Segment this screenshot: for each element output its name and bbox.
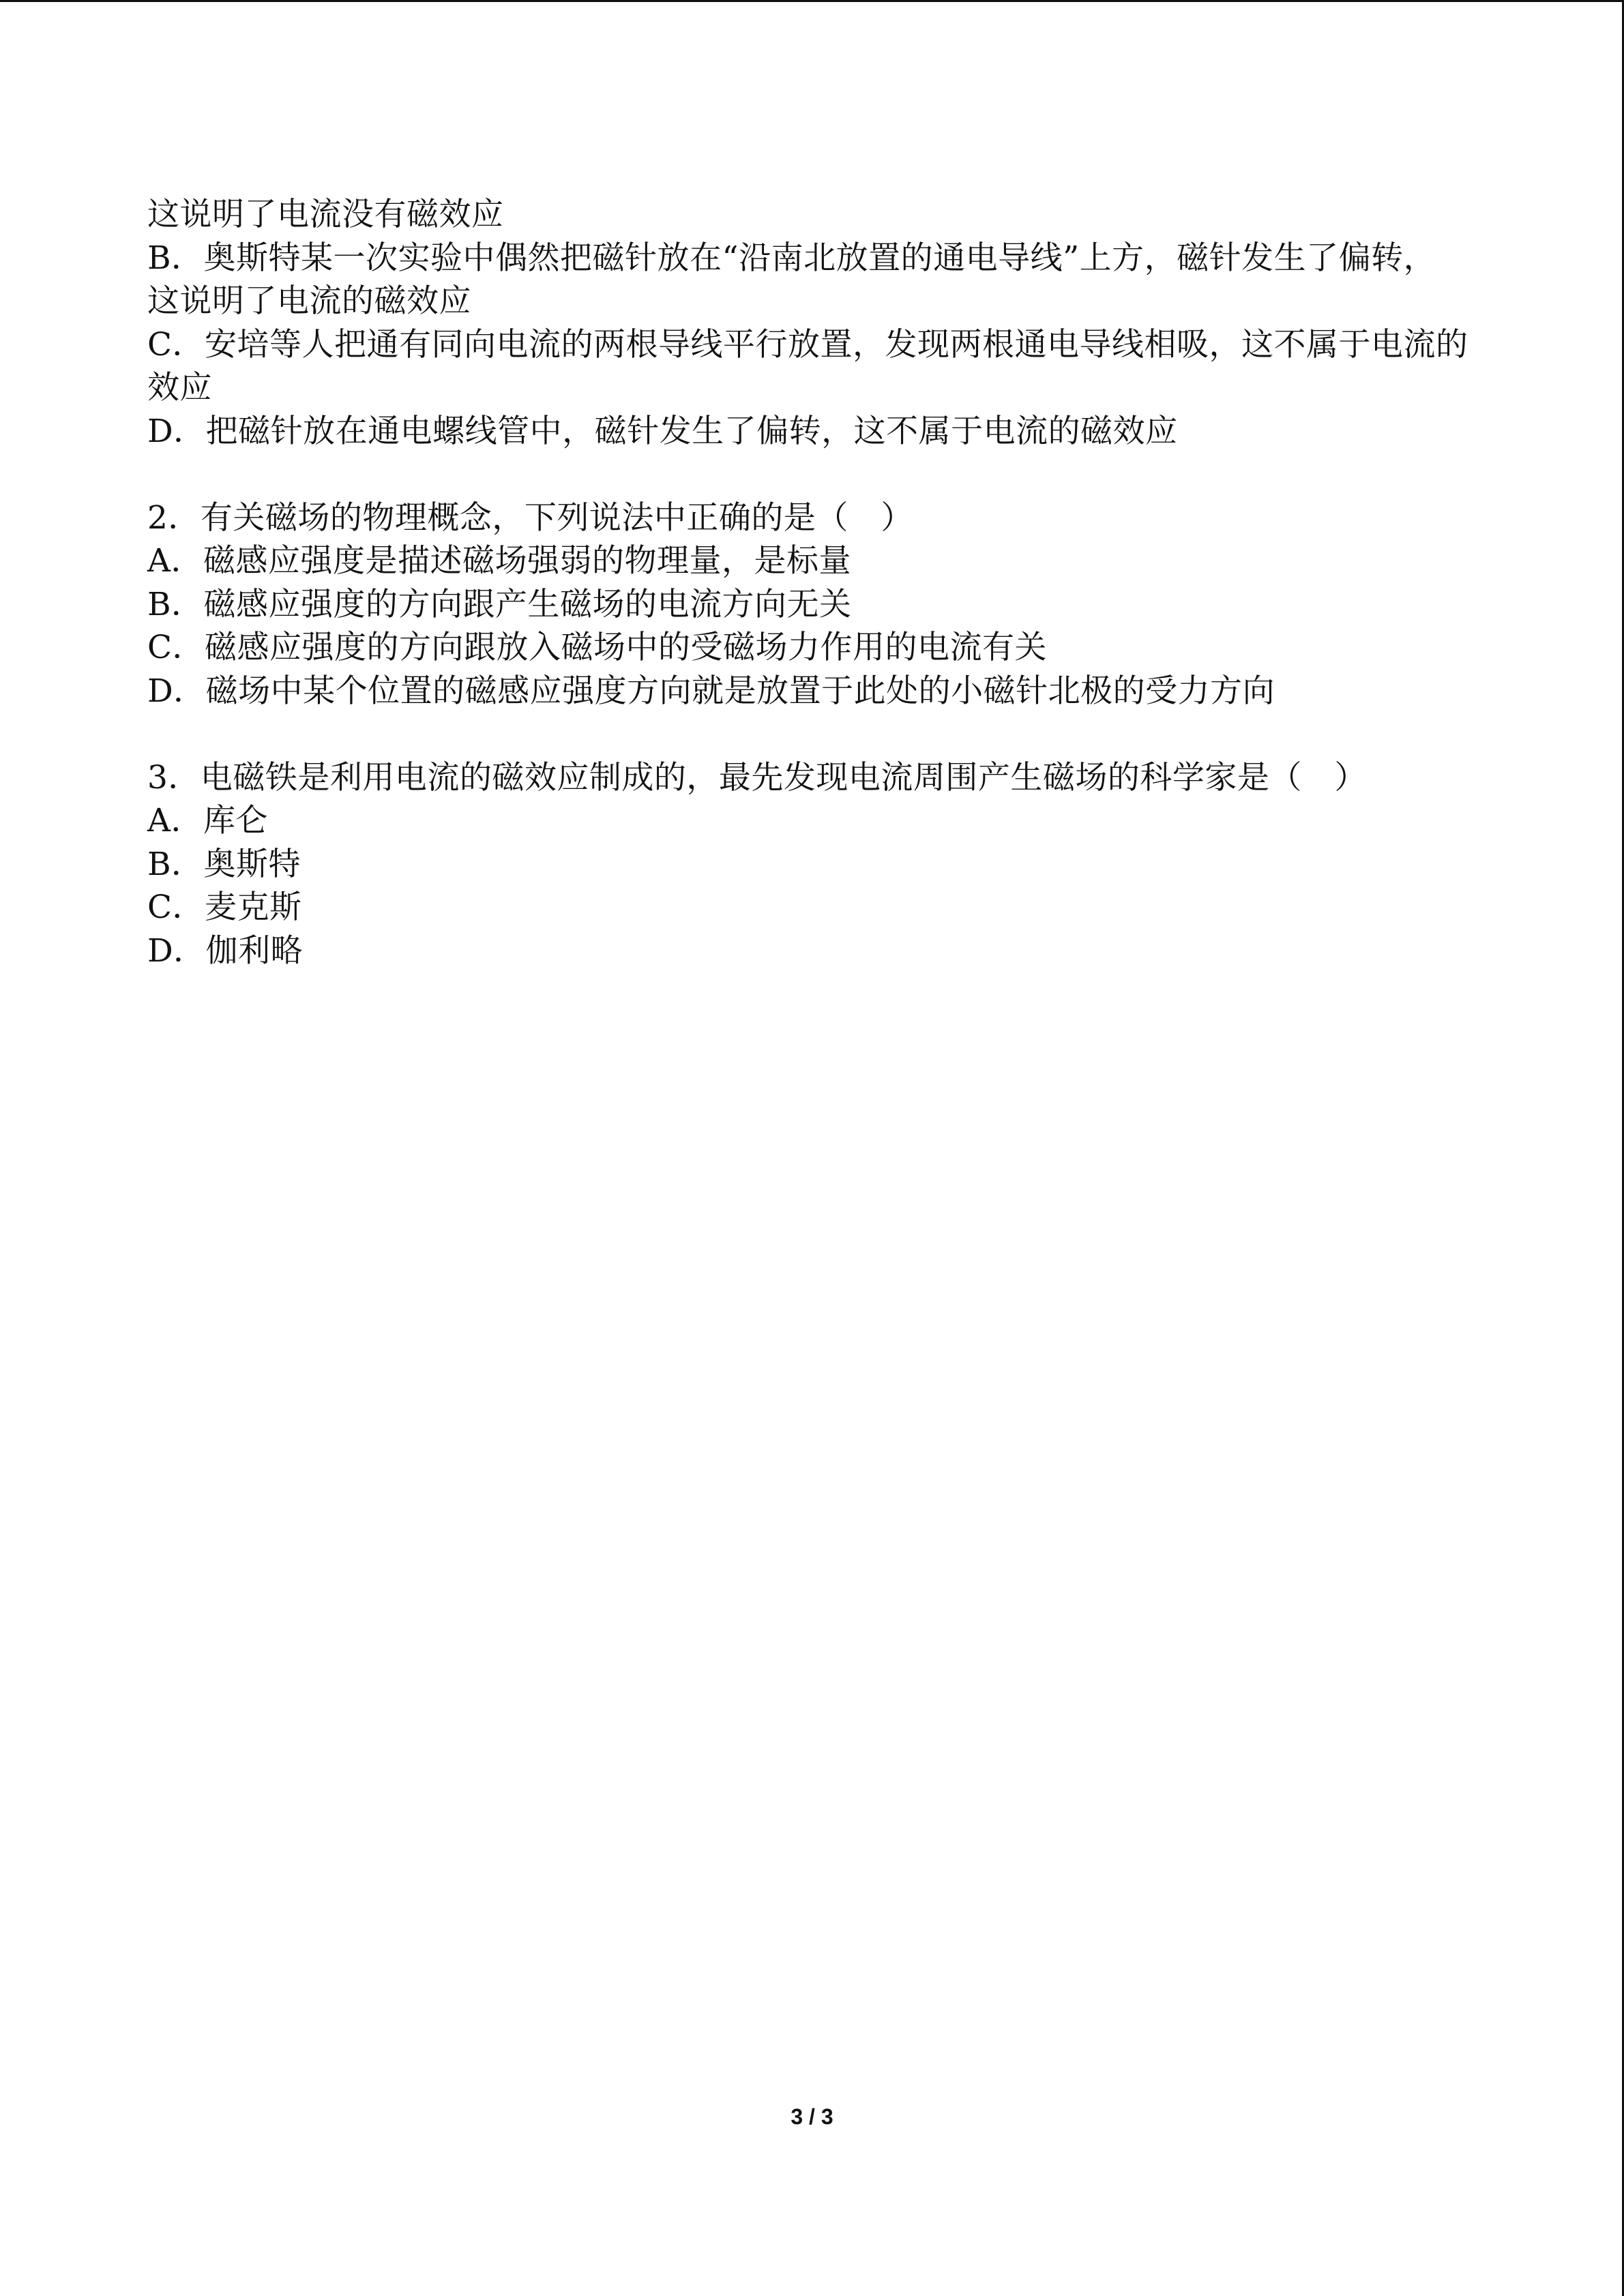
- question-3-option-a: A．库仑: [147, 802, 268, 839]
- question-2-option-c: C．磁感应强度的方向跟放入磁场中的受磁场力作用的电流有关: [147, 629, 1047, 666]
- question-3-option-c: C．麦克斯: [147, 889, 302, 926]
- top-border-line: [0, 0, 1624, 2]
- question-1-option-c-line-2: 效应: [147, 369, 212, 406]
- spacer: [147, 713, 1498, 756]
- question-1-continuation: 这说明了电流没有磁效应: [147, 196, 504, 233]
- spacer: [147, 453, 1498, 496]
- question-2-option-b: B．磁感应强度的方向跟产生磁场的电流方向无关: [147, 585, 852, 623]
- question-3-stem: 3．电磁铁是利用电流的磁效应制成的，最先发现电流周围产生磁场的科学家是（ ）: [147, 758, 1367, 796]
- question-1-option-b-line-1: B．奥斯特某一次实验中偶然把磁针放在“沿南北放置的通电导线”上方，磁针发生了偏转，: [147, 239, 1436, 277]
- question-1-option-b-line-2: 这说明了电流的磁效应: [147, 282, 471, 320]
- question-1-option-c-line-1: C．安培等人把通有同向电流的两根导线平行放置，发现两根通电导线相吸，这不属于电流的: [147, 325, 1468, 363]
- page-content: [147, 193, 1498, 972]
- page-number: 3 / 3: [791, 2104, 833, 2129]
- question-2-option-a: A．磁感应强度是描述磁场强弱的物理量，是标量: [147, 542, 851, 580]
- question-1-option-d: D．把磁针放在通电螺线管中，磁针发生了偏转，这不属于电流的磁效应: [147, 412, 1178, 450]
- question-2-option-d: D．磁场中某个位置的磁感应强度方向就是放置于此处的小磁针北极的受力方向: [147, 672, 1275, 710]
- question-3-option-b: B．奥斯特: [147, 845, 301, 883]
- question-3-option-d: D．伽利略: [147, 931, 304, 970]
- question-2-stem: 2．有关磁场的物理概念，下列说法中正确的是（ ）: [147, 498, 913, 537]
